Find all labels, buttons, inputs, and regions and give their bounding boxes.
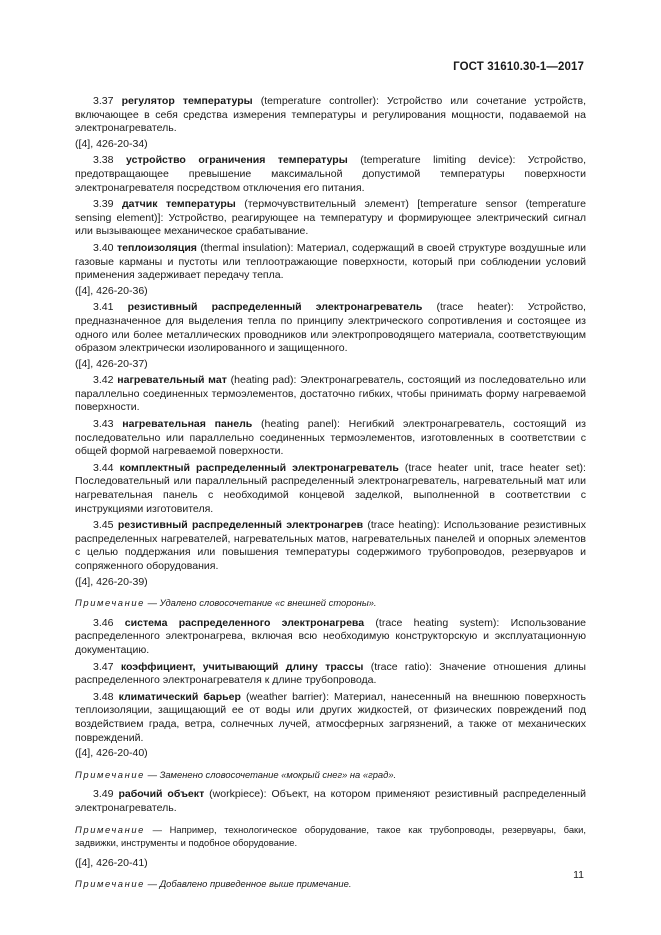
term-name: теплоизоляция: [116, 241, 197, 254]
clause-number: 3.37: [93, 95, 114, 107]
term-text: (heating panel): Негибкий электронагреватель, состоящий из последовательно или параллельно соединенных термоэлементов, изготовленных в соответствии с общей формой нагреваемой поверхности.: [75, 418, 586, 458]
term-text: (thermal insulation): Материал, содержащий в своей структуре воздушные или газовые карманы и пустоты или теплоотражающие поверхности, который при соблюдении условий применения задерживает передачу тепла.: [75, 241, 586, 282]
clause-number: 3.46: [93, 616, 114, 629]
clause-number: 3.45: [93, 519, 114, 532]
note-label: Примечание: [75, 823, 145, 835]
clause-number: 3.43: [93, 418, 114, 431]
term-definition: [75, 198, 586, 239]
note-label: Примечание: [75, 768, 145, 780]
term-name: система распределенного электронагрева: [124, 616, 365, 629]
note-text: — Удалено словосочетание «с внешней стороны».: [145, 597, 377, 609]
term-name: устройство ограничения температуры: [126, 154, 348, 167]
term-definition: [75, 519, 586, 573]
reference: [75, 576, 586, 590]
clause-number: 3.39: [93, 198, 114, 211]
term-text: (temperature controller): Устройство или сочетание устройств, включающее в себя средства измерения температуры и регулирования мощности, подаваемой на электронагреватель.: [75, 95, 587, 135]
clause-number: 3.40: [93, 241, 114, 254]
term-definition: [75, 374, 586, 415]
term-definition: [75, 617, 586, 658]
note-label: Примечание: [75, 878, 145, 890]
note-text: — Заменено словосочетание «мокрый снег» на «град».: [145, 768, 397, 780]
term-text: (workpiece): Объект, на котором применяют резистивный распределенный электронагреватель.: [75, 788, 587, 814]
reference-text: ([4], 426-20-37): [75, 357, 148, 370]
term-definition: [75, 462, 586, 516]
reference-text: ([4], 426-20-40): [75, 747, 148, 760]
term-name: резистивный распределенный электронагреватель: [127, 301, 423, 314]
reference-text: ([4], 426-20-41): [75, 856, 148, 869]
term-name: нагревательный мат: [117, 374, 227, 387]
term-definition: [75, 788, 586, 815]
note: [75, 596, 586, 610]
document-body: [75, 92, 586, 898]
reference: [75, 138, 586, 152]
term-definition: [75, 154, 586, 195]
clause-number: 3.38: [93, 154, 114, 167]
term-definition: [75, 418, 586, 459]
term-definition: [75, 661, 586, 688]
reference-text: ([4], 426-20-36): [75, 284, 148, 297]
clause-number: 3.42: [93, 374, 114, 387]
term-text: (trace ratio): Значение отношения длины распределенного электронагревателя к длине трубопровода.: [75, 660, 587, 687]
term-definition: [75, 301, 586, 355]
term-text: (термочувствительный элемент) [temperature sensor (temperature sensing element)]: Устройство, реагирующее на температуру и формирующее электрический сигнал или вызывающее механическое срабатывание.: [75, 198, 586, 238]
term-name: комплектный распределенный электронагреватель: [119, 461, 399, 474]
note: [75, 823, 586, 850]
term-name: нагревательная панель: [122, 418, 253, 431]
reference: [75, 857, 586, 871]
note-text: — Например, технологическое оборудование, такое как трубопроводы, резервуары, баки, задвижки, инструменты и подобное оборудование.: [75, 823, 586, 849]
term-text: (trace heater unit, trace heater set): Последовательный или параллельный распределенный электронагреватель, нагревательный мат или нагревательная панель с необходимой концевой заделкой, выполненной в соответствии с инструкциями изготовителя.: [75, 461, 586, 515]
clause-number: 3.41: [93, 301, 114, 314]
note-label: Примечание: [75, 597, 145, 609]
clause-number: 3.47: [93, 660, 114, 673]
note: [75, 768, 586, 782]
term-name: регулятор температуры: [121, 95, 253, 107]
clause-number: 3.48: [93, 690, 114, 703]
term-name: климатический барьер: [118, 690, 241, 703]
term-text: (trace heating): Использование резистивных распределенных нагревателей, нагревательных матов, нагревательных панелей и опорных элементов с целью поддержания или повышения температуры содержимого трубопроводов, резервуаров и сопряженного оборудования.: [75, 519, 587, 572]
term-text: (trace heating system): Использование распределенного электронагрева, включая всю необходимую конструкторскую и эксплуатационную документацию.: [75, 616, 586, 656]
term-text: (heating pad): Электронагреватель, состоящий из последовательно или параллельно соединенных термоэлементов, достаточно гибких, чтобы принимать форму нагреваемой поверхности.: [75, 374, 586, 414]
term-definition: [75, 242, 586, 283]
term-name: резистивный распределенный электронагрев: [117, 519, 364, 532]
clause-number: 3.44: [93, 461, 114, 474]
reference-text: ([4], 426-20-39): [75, 575, 148, 588]
term-name: коэффициент, учитывающий длину трассы: [120, 660, 364, 673]
document-header: ГОСТ 31610.30-1—2017: [453, 61, 584, 73]
term-text: (weather barrier): Материал, нанесенный на внешнюю поверхность теплоизоляции, защищающий ее от воды или других жидкостей, от физических повреждений под воздействием града, ветра, солнечных лучей, атмосферных загрязнений, а также от механических повреждений.: [75, 690, 586, 744]
reference: [75, 285, 586, 299]
term-text: (temperature limiting device): Устройство, предотвращающее превышение максимальной допустимой температуры поверхности электронагревателя посредством отключения его питания.: [75, 154, 586, 194]
note: [75, 877, 586, 891]
term-text: (trace heater): Устройство, предназначенное для выделения тепла по принципу электрического сопротивления и состоящее из одного или более металлических проводников или электропроводящего материала, соответствующим образом электрически изолированного и защищенного.: [75, 301, 586, 355]
note-text: — Добавлено приведенное выше примечание.: [145, 878, 352, 890]
page-number: 11: [573, 869, 584, 881]
term-name: рабочий объект: [118, 788, 205, 801]
clause-number: 3.49: [93, 788, 114, 801]
term-definition: [75, 95, 586, 136]
reference-text: ([4], 426-20-34): [75, 137, 148, 150]
term-name: датчик температуры: [121, 198, 236, 211]
reference: [75, 747, 586, 761]
reference: [75, 358, 586, 372]
term-definition: [75, 691, 586, 745]
